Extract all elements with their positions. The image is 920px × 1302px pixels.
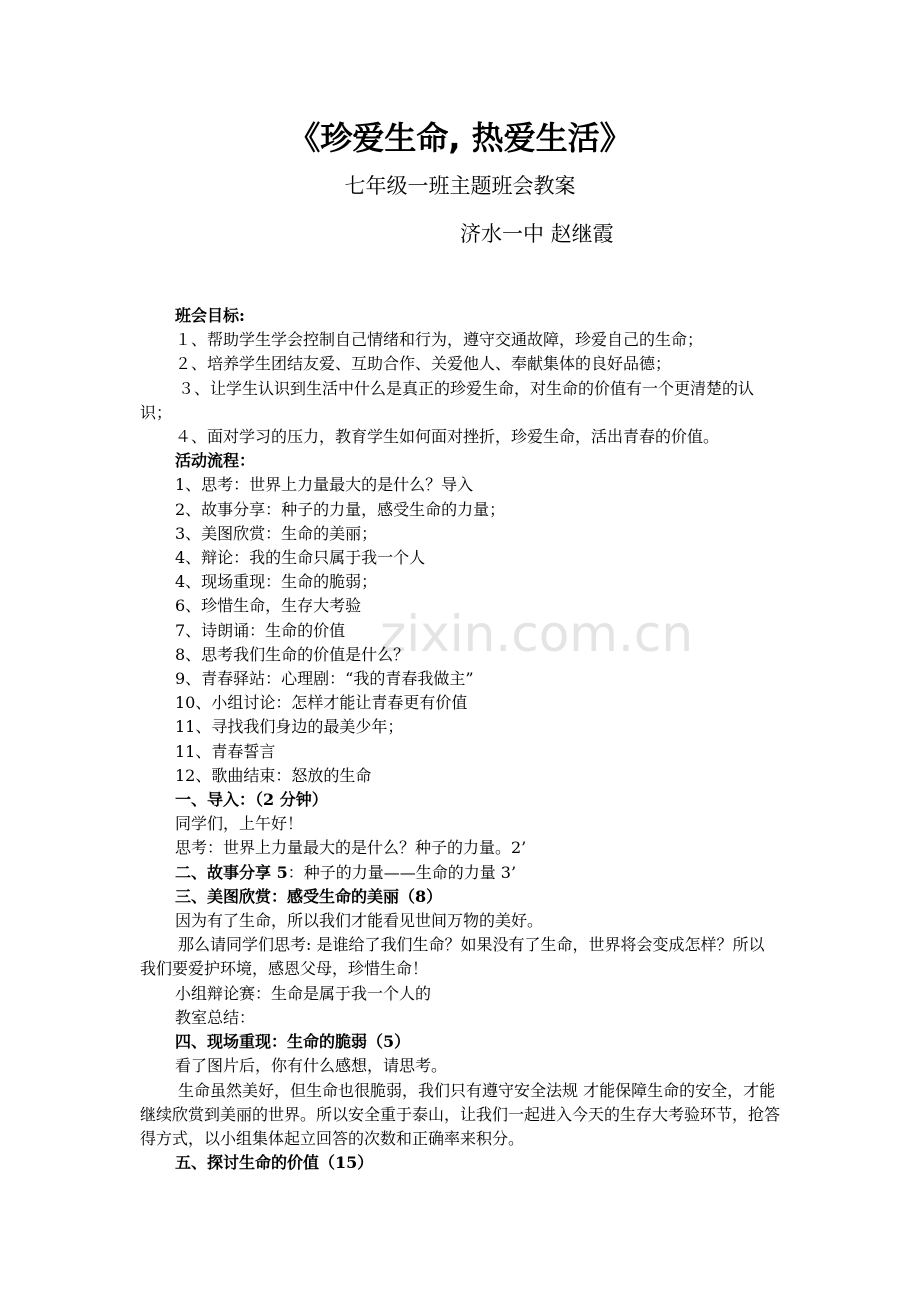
goal-item: ３、让学生认识到生活中什么是真正的珍爱生命，对生命的价值有一个更清楚的认识； (140, 378, 755, 422)
paragraph: 看了图片后，你有什么感想，请思考。 (175, 1056, 448, 1076)
document-subtitle: 七年级一班主题班会教案 (344, 174, 576, 198)
flow-item: 7、诗朗诵：生命的价值 (175, 620, 346, 640)
paragraph: 因为有了生命，所以我们才能看见世间万物的美好。 (175, 911, 544, 931)
flow-item: 11、寻找我们身边的最美少年； (175, 717, 404, 737)
section-heading: 四、现场重现：生命的脆弱（5） (175, 1032, 411, 1052)
section-heading-line (140, 861, 780, 885)
flow-heading: 活动流程： (175, 451, 256, 471)
flow-item: 3、美图欣赏：生命的美丽； (175, 523, 378, 543)
flow-item: 4、现场重现：生命的脆弱； (175, 572, 378, 592)
section-heading: 二、故事分享 5 (175, 862, 288, 882)
section-heading-rest: ：种子的力量——生命的力量 3’ (287, 862, 517, 882)
goal-item: ２、培养学生团结友爱、互助合作、关爱他人、奉献集体的良好品德； (175, 354, 672, 374)
flow-item: 4、辩论：我的生命只属于我一个人 (175, 548, 426, 568)
flow-item: 8、思考我们生命的价值是什么？ (175, 644, 410, 664)
paragraph: 教室总结： (175, 1007, 256, 1027)
flow-item: 10、小组讨论：怎样才能让青春更有价值 (175, 693, 468, 713)
section-heading: 一、导入：（2 分钟） (175, 790, 328, 810)
flow-item: 9、青春驿站：心理剧：“我的青春我做主” (175, 669, 474, 689)
flow-item: 1、思考：世界上力量最大的是什么？导入 (175, 475, 474, 495)
paragraph: 同学们，上午好！ (175, 814, 304, 834)
document-title: 《珍爱生命, 热爱生活》 (288, 119, 632, 157)
flow-item: 2、故事分享：种子的力量，感受生命的力量； (175, 499, 506, 519)
author-line: 济水一中 赵继霞 (460, 222, 614, 246)
paragraph: 小组辩论赛：生命是属于我一个人的 (175, 983, 432, 1003)
watermark: zixin.com.cn (380, 605, 694, 663)
flow-item: 6、珍惜生命，生存大考验 (175, 596, 362, 616)
document-body (140, 304, 780, 1175)
paragraph: 生命虽然美好，但生命也很脆弱，我们只有遵守安全法规 才能保障生命的安全，才能继续欣赏到美丽的世界。所以安全重于泰山，让我们一起进入今天的生存大考验环节，抢答得方式，以小组集体起立回答的次数和正确率来积分。 (140, 1080, 781, 1148)
section-heading: 五、探讨生命的价值（15） (175, 1153, 374, 1173)
goal-item: ４、面对学习的压力，教育学生如何面对挫折，珍爱生命，活出青春的价值。 (175, 427, 720, 447)
goals-heading: 班会目标: (175, 306, 245, 325)
flow-item: 11、青春誓言 (175, 741, 276, 761)
paragraph: 那么请同学们思考: 是谁给了我们生命？如果没有了生命，世界将会变成怎样？所以我们要爱护环境，感恩父母，珍惜生命！ (140, 935, 765, 979)
paragraph: 思考：世界上力量最大的是什么？种子的力量。2’ (175, 838, 527, 858)
section-heading: 三、美图欣赏：感受生命的美丽（8） (175, 886, 443, 906)
goal-item: １、帮助学生学会控制自己情绪和行为，遵守交通故障，珍爱自己的生命； (175, 330, 704, 350)
flow-item: 12、歌曲结束：怒放的生命 (175, 765, 372, 785)
